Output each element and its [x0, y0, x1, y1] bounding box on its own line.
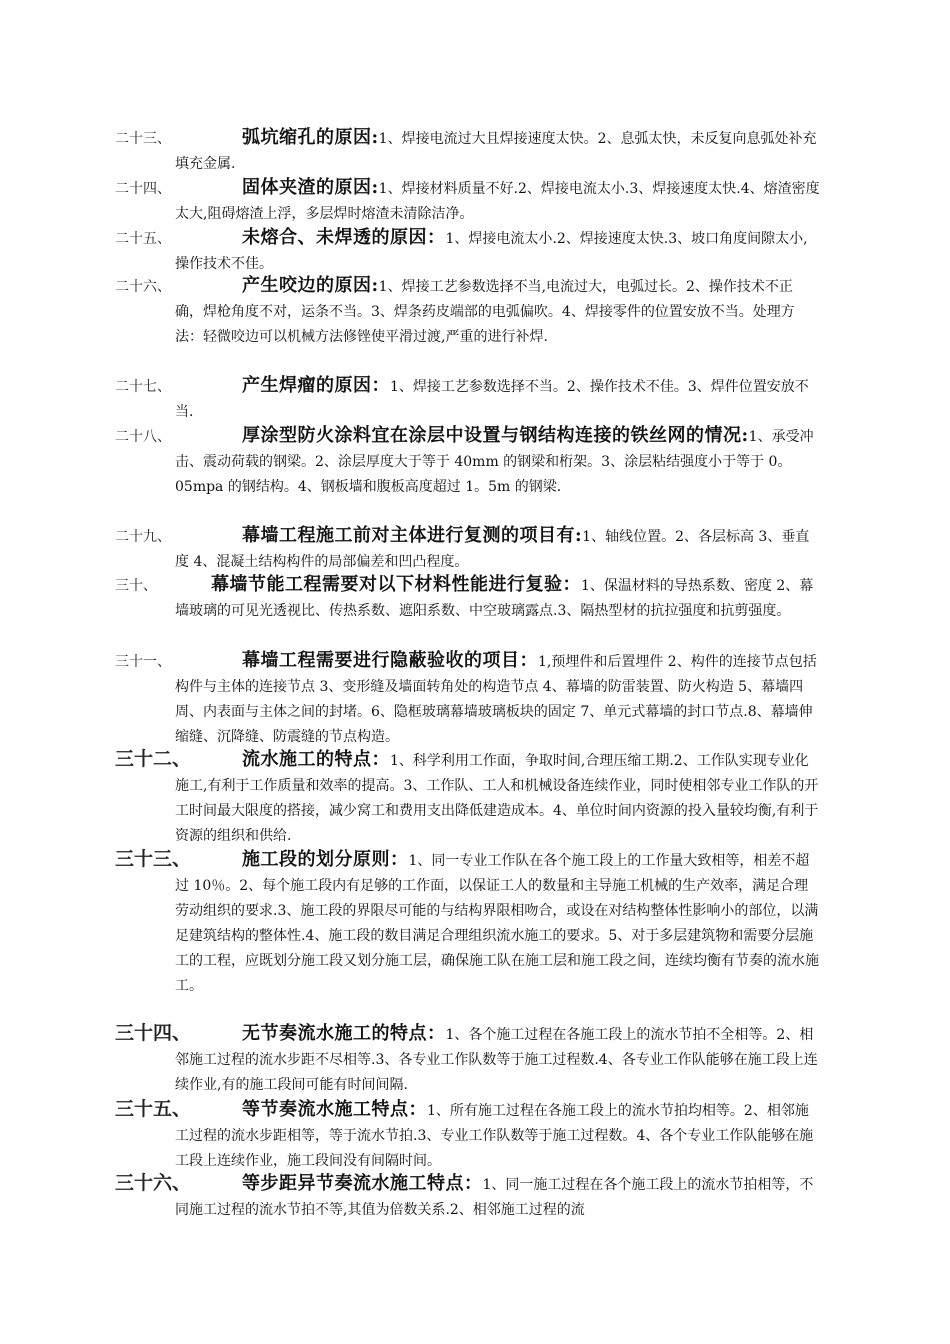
list-item-28	[115, 423, 820, 500]
item-heading: 幕墙工程需要进行隐蔽验收的项目：	[242, 650, 538, 671]
item-heading: 产生焊瘤的原因：	[242, 375, 390, 396]
item-number: 二十四、	[115, 181, 171, 197]
list-item-24	[115, 175, 820, 227]
item-heading: 幕墙工程施工前对主体进行复测的项目有:	[242, 525, 583, 546]
list-item-27	[115, 373, 820, 425]
item-text: 1、焊接电流过大且焊接速度太快。2、息弧太快，未反复向息弧处补充填充金属.	[175, 131, 817, 172]
list-item-31	[115, 648, 820, 750]
item-heading: 等步距异节奏流水施工特点：	[242, 1173, 483, 1194]
item-text: 1、所有施工过程在各施工段上的流水节拍均相等。2、相邻施工过程的流水步距相等，等于流水节拍.3、专业工作队数等于施工过程数。4、各个专业工作队能够在施工段上连续作业，施工段间没有间隔时间。	[175, 1103, 814, 1169]
item-text: 1、焊接电流太小.2、焊接速度太快.3、坡口角度间隙太小,操作技术不佳。	[175, 231, 808, 272]
item-text: 1、轴线位置。2、各层标高 3、垂直度 4、混凝土结构构件的局部偏差和凹凸程度。	[175, 529, 810, 570]
item-number: 三十一、	[115, 654, 171, 670]
list-item-29	[115, 523, 820, 575]
list-item-36	[115, 1171, 820, 1223]
item-number: 三十、	[115, 578, 157, 594]
item-heading: 幕墙节能工程需要对以下材料性能进行复验：	[211, 574, 581, 595]
item-number: 二十六、	[115, 279, 171, 295]
item-text: 1、同一专业工作队在各个施工段上的工作量大致相等，相差不超过 10％。2、每个施工段内有足够的工作面，以保证工人的数量和主导施工机械的生产效率，满足合理劳动组织的要求.3、施工段的界限尽可能的与结构界限相吻合，或设在对结构整体性影响小的部位，以满足建筑结构的整体性.4、施工段的数目满足合理组织流水施工的要求。5、对于多层建筑物和需要分层施工的工程，应既划分施工段又划分施工层，确保施工队在施工层和施工段之间，连续均衡有节奏的流水施工。	[175, 853, 819, 994]
item-text: 1、各个施工过程在各施工段上的流水节拍不全相等。2、相邻施工过程的流水步距不尽相等.3、各专业工作队数等于施工过程数.4、各专业工作队能够在施工段上连续作业,有的施工段间可能有时间间隔.	[175, 1027, 818, 1093]
list-item-23	[115, 125, 820, 177]
item-text: 1、承受冲击、震动荷载的钢梁。2、涂层厚度大于等于 40mm 的钢梁和桁架。3、涂层粘结强度小于等于 0。05mpa 的钢结构。4、钢板墙和腹板高度超过 1。5m 的钢梁.	[175, 429, 814, 495]
item-text: 1、焊接工艺参数选择不当,电流过大，电弧过长。2、操作技术不正确，焊枪角度不对，运条不当。3、焊条药皮端部的电弧偏吹。4、焊接零件的位置安放不当。处理方法：轻微咬边可以机械方法修锉使平滑过渡,严重的进行补焊.	[175, 279, 795, 345]
list-item-33	[115, 847, 820, 999]
list-item-26	[115, 273, 820, 350]
item-text: 1、保温材料的导热系数、密度 2、幕墙玻璃的可见光透视比、传热系数、遮阳系数、中空玻璃露点.3、隔热型材的抗拉强度和抗剪强度。	[175, 578, 814, 619]
list-item-25	[115, 225, 820, 277]
item-heading: 施工段的划分原则：	[242, 849, 409, 870]
item-heading: 固体夹渣的原因:	[242, 177, 379, 198]
item-text: 1、同一施工过程在各个施工段上的流水节拍相等，不同施工过程的流水节拍不等,其值为倍数关系.2、相邻施工过程的流	[175, 1177, 814, 1218]
item-text: 1、科学利用工作面，争取时间,合理压缩工期.2、工作队实现专业化施工,有利于工作质量和效率的提高。3、工作队、工人和机械设备连续作业，同时使相邻专业工作队的开工时间最大限度的搭接，减少窝工和费用支出降低建造成本。4、单位时间内资源的投入量较均衡,有利于资源的组织和供给.	[175, 753, 819, 844]
item-number: 二十九、	[115, 529, 171, 545]
list-item-32	[115, 747, 820, 849]
list-item-30	[115, 572, 820, 624]
item-heading: 流水施工的特点：	[242, 749, 390, 770]
item-number: 二十七、	[115, 379, 171, 395]
item-number: 三十五、	[115, 1098, 192, 1120]
item-heading: 未熔合、未焊透的原因：	[242, 227, 446, 248]
item-number: 二十三、	[115, 131, 171, 147]
item-heading: 产生咬边的原因:	[242, 275, 379, 296]
list-item-34	[115, 1021, 820, 1098]
item-text: 1,预埋件和后置埋件 2、构件的连接节点包括构件与主体的连接节点 3、变形缝及墙面转角处的构造节点 4、幕墙的防雷装置、防火构造 5、幕墙四周、内表面与主体之间的封堵。6、隐框玻璃幕墙玻璃板块的固定 7、单元式幕墙的封口节点.8、幕墙伸缩缝、沉降缝、防震缝的节点构造。	[175, 654, 817, 745]
item-number: 三十六、	[115, 1172, 192, 1194]
item-text: 1、焊接工艺参数选择不当。2、操作技术不佳。3、焊件位置安放不当.	[175, 379, 809, 420]
item-number: 二十五、	[115, 231, 171, 247]
item-number: 三十四、	[115, 1022, 192, 1044]
item-number: 二十八、	[115, 429, 171, 445]
item-heading: 弧坑缩孔的原因:	[242, 127, 379, 148]
item-text: 1、焊接材料质量不好.2、焊接电流太小.3、焊接速度太快.4、熔渣密度太大,阻碍熔渣上浮，多层焊时熔渣未清除洁净。	[175, 181, 820, 222]
item-number: 三十三、	[115, 848, 192, 870]
item-heading: 等节奏流水施工特点：	[242, 1099, 427, 1120]
item-heading: 厚涂型防火涂料宜在涂层中设置与钢结构连接的铁丝网的情况:	[242, 425, 749, 446]
list-item-35	[115, 1097, 820, 1174]
item-number: 三十二、	[115, 748, 192, 770]
item-heading: 无节奏流水施工的特点：	[242, 1023, 446, 1044]
